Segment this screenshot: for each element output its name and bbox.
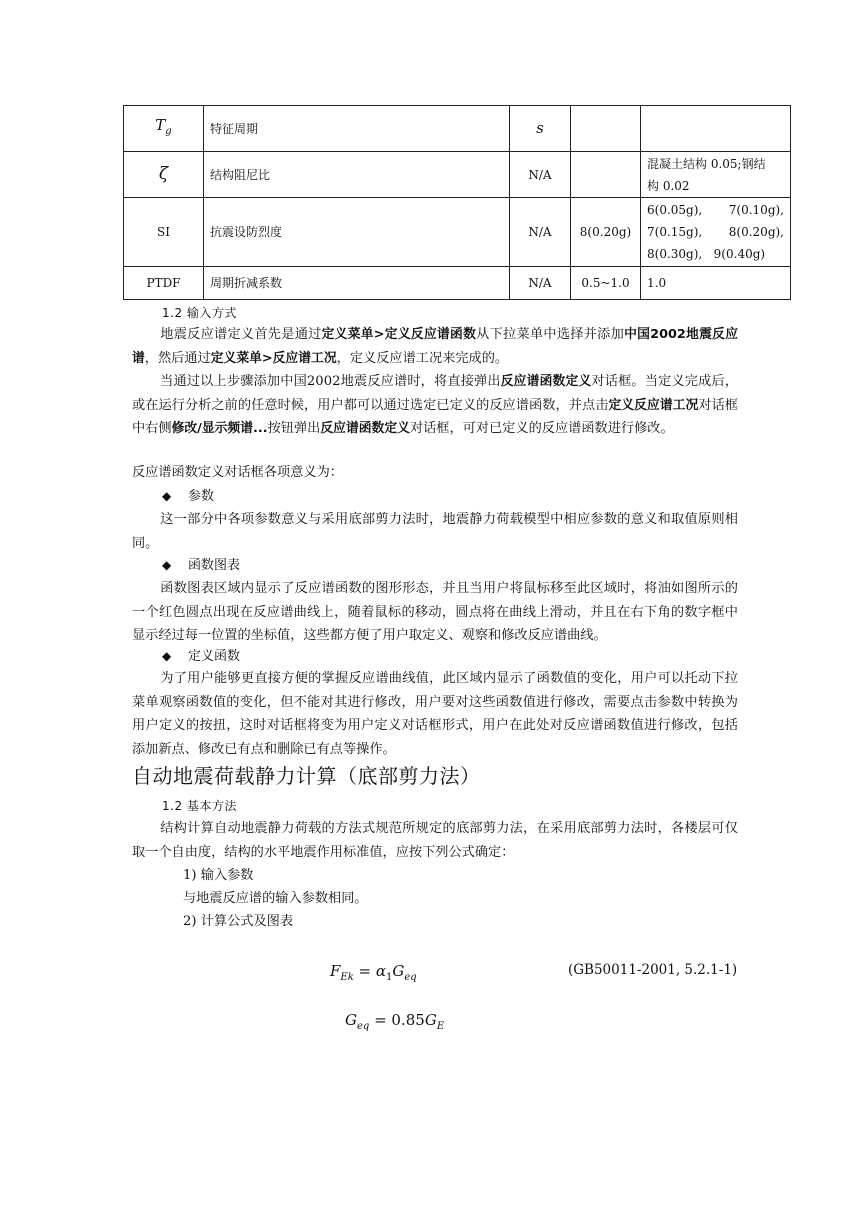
- diamond-bullet-icon: ◆: [162, 558, 172, 572]
- range-line: 8(0.30g), 9(0.40g): [647, 247, 766, 261]
- table-row: [124, 198, 791, 267]
- paragraph: 为了用户能够更直接方便的掌握反应谱曲线值，此区域内显示了函数值的变化，用户可以托动下拉菜单观察函数值的变化，但不能对其进行修改，用户要对这些函数值进行修改，需要点击参数中转换为用户定义的按扭，这时对话框将变为用户定义对话框形式，用户在此处对反应谱函数值进行修改，包括添加新点、修改已有点和删除已有点等操作。: [132, 671, 738, 757]
- formula-reference: (GB50011-2001, 5.2.1-1): [568, 962, 738, 978]
- range-line: 7(0.15g), 8(0.20g),: [647, 225, 784, 239]
- default-cell: 0.5~1.0: [571, 267, 641, 300]
- default-cell: [571, 106, 641, 152]
- list-item: 2) 计算公式及图表: [183, 914, 294, 929]
- unit-cell: N/A: [510, 152, 571, 198]
- symbol-cell: SI: [124, 198, 204, 267]
- unit-cell: N/A: [510, 267, 571, 300]
- default-cell: [571, 152, 641, 198]
- symbol-cell: $T_g$: [124, 106, 204, 152]
- section-title: 自动地震荷载静力计算（底部剪力法）: [132, 764, 481, 788]
- paragraph: 反应谱函数定义对话框各项意义为：: [132, 465, 343, 480]
- list-item-text: 与地震反应谱的输入参数相同。: [183, 891, 368, 906]
- section-heading: 1.2 基本方法: [162, 799, 237, 813]
- range-cell: 1.0: [641, 267, 791, 300]
- bullet-item: ◆ 参数: [162, 489, 215, 504]
- range-cell: [641, 198, 791, 267]
- formula-base-shear: $F_{Ek} = \alpha_1G_{eq}$: [330, 962, 417, 983]
- paragraph: 结构计算自动地震静力荷载的方法式规范所规定的底部剪力法，在采用底部剪力法时，各楼层可仅取一个自由度，结构的水平地震作用标准值，应按下列公式确定：: [132, 821, 738, 860]
- table-row: [124, 152, 791, 198]
- symbol-cell: ζ: [124, 152, 204, 198]
- table-row: [124, 267, 791, 300]
- range-cell: [641, 106, 791, 152]
- list-item: 1) 输入参数: [183, 868, 254, 883]
- name-cell: 周期折减系数: [204, 267, 510, 300]
- unit-cell: N/A: [510, 198, 571, 267]
- bullet-item: ◆ 定义函数: [162, 649, 241, 664]
- default-cell: 8(0.20g): [571, 198, 641, 267]
- paragraph: 函数图表区域内显示了反应谱函数的图形形态，并且当用户将鼠标移至此区域时，将油如图所示的一个红色圆点出现在反应谱曲线上，随着鼠标的移动，圆点将在曲线上滑动，并且在右下角的数字框中显示经过每一位置的坐标值，这些都方便了用户取定义、观察和修改反应谱曲线。: [132, 581, 738, 643]
- range-line: 6(0.05g), 7(0.10g),: [647, 203, 784, 217]
- name-cell: 特征周期: [204, 106, 510, 152]
- paragraph: 地震反应谱定义首先是通过定义菜单>定义反应谱函数从下拉菜单中选择并添加中国2002地震反应谱，然后通过定义菜单>反应谱工况，定义反应谱工况来完成的。: [132, 327, 739, 366]
- formula-equivalent-weight: $G_{eq} = 0.85G_E$: [345, 1011, 445, 1032]
- name-cell: 抗震设防烈度: [204, 198, 510, 267]
- range-line: 混凝土结构 0.05;钢结: [647, 156, 766, 171]
- section-heading: 1.2 输入方式: [162, 306, 237, 320]
- bullet-item: ◆ 函数图表: [162, 558, 241, 573]
- range-line: 构 0.02: [647, 178, 690, 193]
- unit-cell: s: [510, 106, 571, 152]
- diamond-bullet-icon: ◆: [162, 649, 172, 663]
- parameter-table: [123, 105, 791, 300]
- diamond-bullet-icon: ◆: [162, 489, 172, 503]
- name-cell: 结构阻尼比: [204, 152, 510, 198]
- table-row: [124, 106, 791, 152]
- paragraph: 当通过以上步骤添加中国2002地震反应谱时，将直接弹出反应谱函数定义对话框。当定义完成后，或在运行分析之前的任意时候，用户都可以通过选定已定义的反应谱函数，并点击定义反应谱工况对话框中右侧修改/显示频谱...按钮弹出反应谱函数定义对话框，可对已定义的反应谱函数进行修改。: [132, 374, 739, 436]
- paragraph: 这一部分中各项参数意义与采用底部剪力法时，地震静力荷载模型中相应参数的意义和取值原则相同。: [132, 512, 738, 551]
- symbol-cell: PTDF: [124, 267, 204, 300]
- range-cell: [641, 152, 791, 198]
